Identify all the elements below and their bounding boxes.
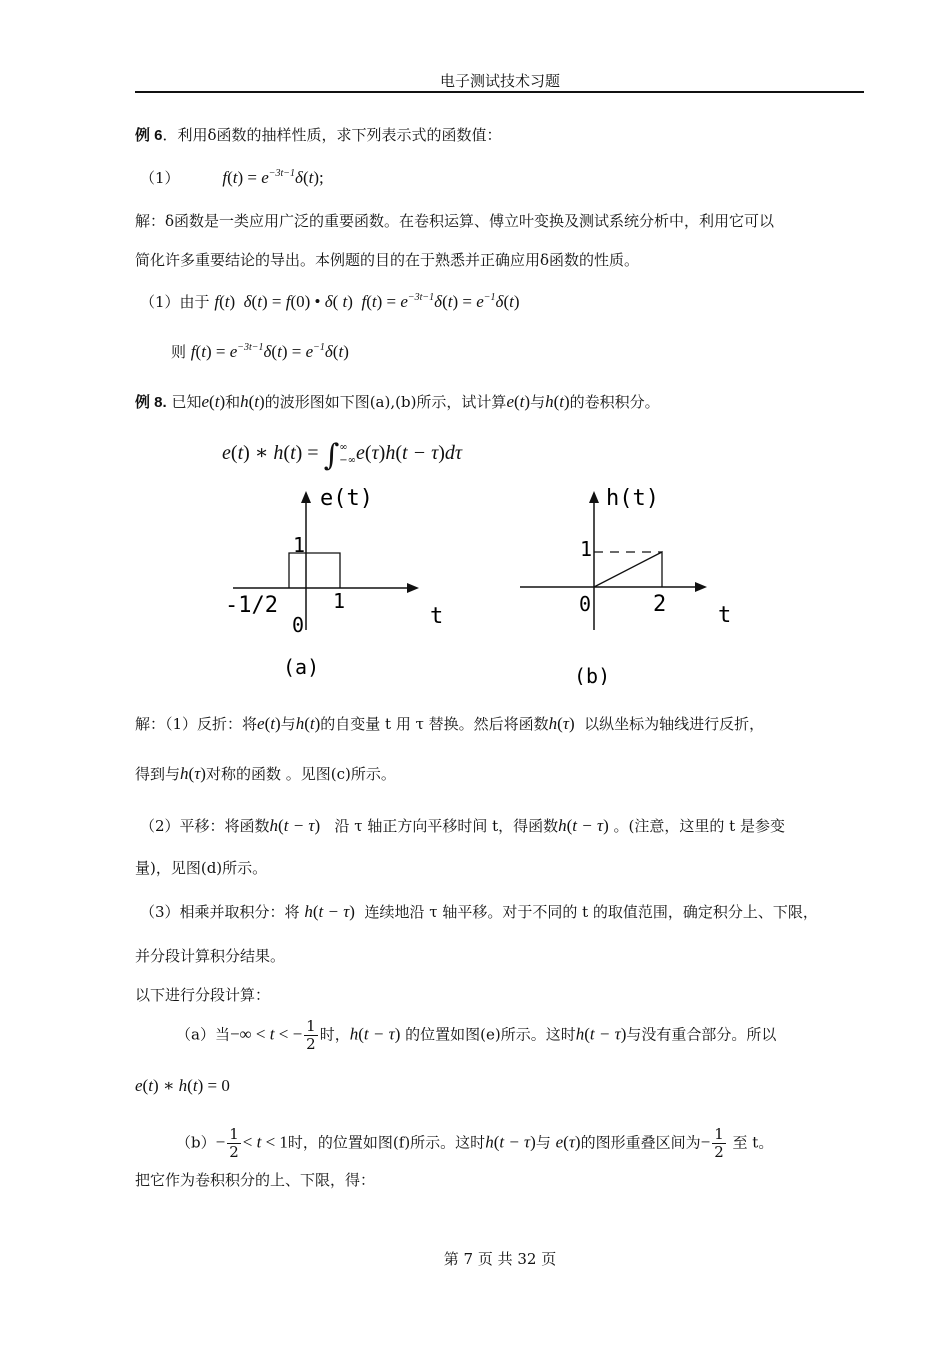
sol8-p2-line1: （2）平移：将函数h(t − τ) 沿 τ 轴正方向平移时间 t，得函数h(t − τ) 。(注意，这里的 t 是参变	[140, 816, 785, 835]
example-8-label: 例 8.	[135, 394, 167, 411]
graph-b-tick-zero: 0	[579, 592, 592, 616]
sol8-p1-line1: 解：（1）反折：将e(t)与h(t)的自变量 t 用 τ 替换。然后将函数h(τ) 以纵坐标为轴线进行反折，	[135, 714, 765, 733]
case-b-line1: （b）− $\frac{1}{2}$ < t < 1时，的位置如图(f)所示。这时h(t − τ)与 e(τ)的图形重叠区间为− $\frac{1}{2}$ 至 t。	[176, 1125, 774, 1161]
example-8-heading: 例 8. 已知e(t)和h(t)的波形图如下图(a),(b)所示，试计算e(t)与h(t)的卷积积分。	[135, 392, 660, 411]
graph-a-y-arrow	[301, 491, 311, 503]
sol8-p1-line2: 得到与h(τ)对称的函数 。见图(c)所示。	[135, 764, 396, 783]
case-a-result: e(t) ∗ h(t) = 0	[135, 1076, 230, 1095]
graph-a-x-arrow	[407, 583, 419, 593]
ex6-then: 则 $f(t) = e^{-3t-1}\delta(t) = e^{-1}\delta(t)$	[171, 342, 349, 361]
graph-a-tick-one: 1	[333, 589, 346, 613]
graph-b-tick-y1: 1	[580, 537, 593, 561]
convolution-formula: e(t) ∗ h(t) = ∫∞ −∞e(τ)h(t − τ)dτ	[222, 438, 463, 473]
sol8-p3-line1: （3）相乘并取积分：将 h(t − τ) 连续地沿 τ 轴平移。对于不同的 t 的取值范围，确定积分上、下限，	[140, 902, 818, 921]
case-b-line2: 把它作为卷积积分的上、下限，得：	[135, 1171, 376, 1189]
q1-label: （1）	[140, 169, 180, 187]
ex6-sol-line2: 简化许多重要结论的导出。本例题的目的在于熟悉并正确应用δ函数的性质。	[135, 251, 640, 269]
graph-b-tick-two: 2	[653, 592, 667, 617]
example-6-q1	[140, 168, 324, 188]
graph-a-xlabel: t	[430, 604, 444, 629]
graph-a-tick-zero: 0	[292, 613, 305, 637]
then-formula: $f(t) = e^{-3t-1}\delta(t) = e^{-1}\delta(t)$	[190, 342, 349, 361]
q1-formula: $f(t) = e^{-3t-1}\delta(t)$;	[222, 168, 324, 187]
step1-formula: f(t) δ(t) = f(0) • δ( t) $f(t) = e^{-3t-1}\delta(t) = e^{-1}\delta(t)$	[214, 292, 520, 311]
header-rule	[135, 91, 864, 93]
graph-b	[515, 480, 745, 685]
graph-b-x-arrow	[695, 582, 707, 592]
graph-a-ylabel: e(t)	[320, 486, 373, 511]
graph-b-y-arrow	[589, 491, 599, 503]
case-a-line1: （a）当−∞ < t < − $\frac{1}{2}$ 时，h(t − τ) 的位置如图(e)所示。这时h(t − τ)与没有重合部分。所以	[176, 1017, 777, 1053]
graph-a-tick-y1: 1	[293, 533, 306, 557]
graph-a-pulse	[289, 553, 340, 588]
graph-b-caption: (b)	[574, 664, 611, 685]
ex6-sol-label: 解：	[135, 212, 166, 230]
sol8-p4: 以下进行分段计算：	[135, 986, 271, 1004]
graph-b-ylabel: h(t)	[606, 486, 659, 511]
graph-b-ramp	[594, 552, 662, 587]
graph-a	[225, 480, 455, 685]
sol8-p2-line2: 量)，见图(d)所示。	[135, 859, 268, 877]
page-header: 电子测试技术习题	[439, 72, 560, 90]
example-6-heading	[135, 125, 502, 146]
graph-a-tick-neg-half: -1/2	[225, 593, 278, 618]
graph-a-caption: (a)	[283, 655, 320, 679]
sol8-p3-line2: 并分段计算积分结果。	[135, 947, 286, 965]
example-6-label: 例 6	[135, 127, 163, 144]
case-a-frac: $\frac{1}{2}$	[306, 1017, 316, 1053]
graph-b-xlabel: t	[718, 603, 732, 628]
page-footer: 第 7 页 共 32 页	[443, 1250, 557, 1268]
example-6-intro: ．利用δ函数的抽样性质，求下列表示式的函数值：	[162, 126, 502, 144]
ex6-sol-line1: 解：δ函数是一类应用广泛的重要函数。在卷积运算、傅立叶变换及测试系统分析中，利用它可以	[135, 212, 775, 230]
ex6-step1: （1）由于 f(t) δ(t) = f(0) • δ( t) $f(t) = e^{-3t-1}\delta(t) = e^{-1}\delta(t)$	[140, 292, 520, 311]
